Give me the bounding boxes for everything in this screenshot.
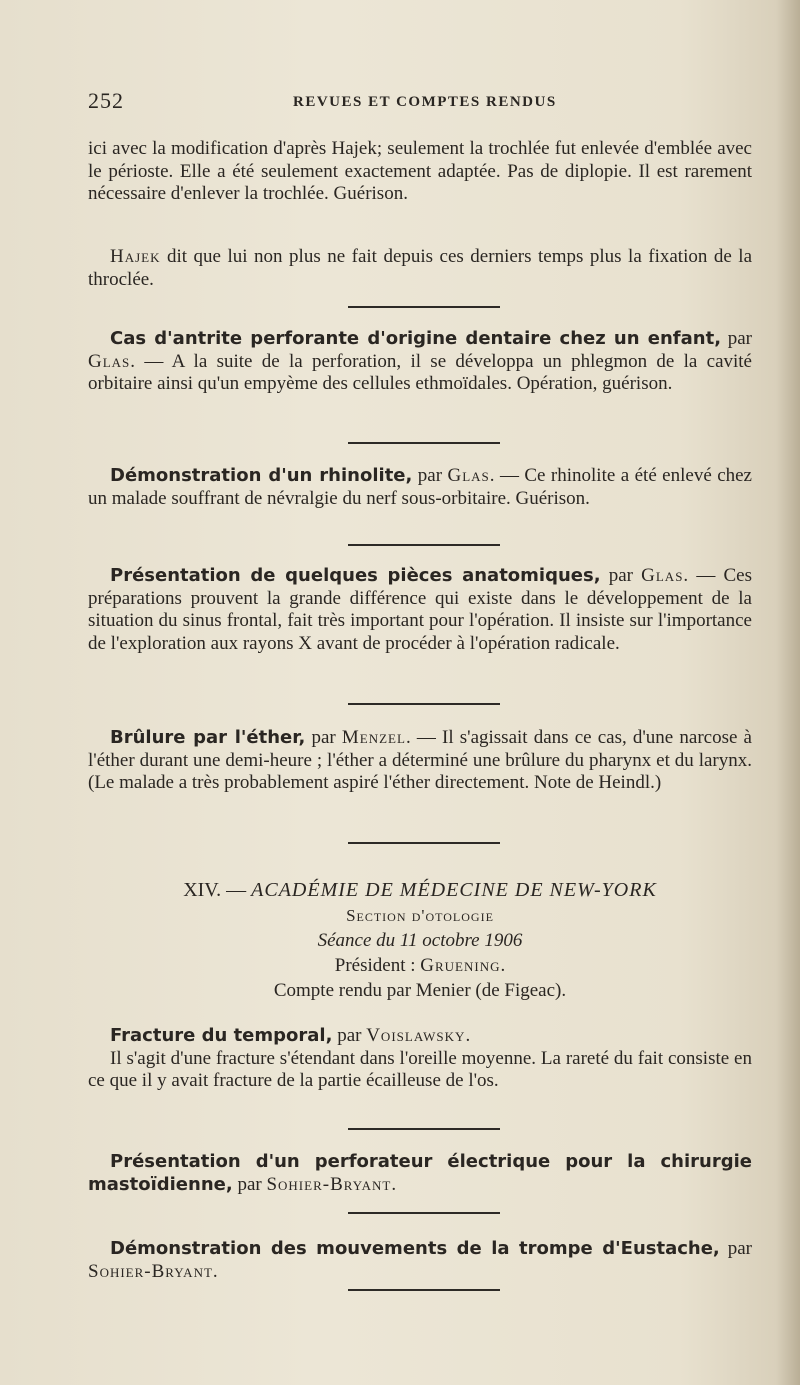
section-fracture: Fracture du temporal, par Voislawsky. Il s'agit d'une fracture s'étendant dans l'oreille moyenne. La rareté du fait consiste en ce que il y avait fracture de la partie écailleuse de l'os. <box>88 1025 752 1091</box>
section-text: Il s'agit d'une fracture s'étendant dans l'oreille moyenne. La rareté du fait consiste en ce que il y avait fracture de la partie écailleuse de l'os. <box>88 1047 752 1091</box>
section-title: Cas d'antrite perforante d'origine dentaire chez un enfant, <box>110 328 722 349</box>
section-title: Présentation d'un perforateur électrique pour la chirurgie mastoïdienne, <box>88 1151 752 1195</box>
section-divider <box>348 544 500 546</box>
author-name: Menzel <box>341 727 406 748</box>
author-name: Glas <box>641 565 684 586</box>
section-antrite: Cas d'antrite perforante d'origine dentaire chez un enfant, par Glas. — A la suite de la perforation, il se développa un phlegmon de la cavité orbitaire ainsi qu'un empyème des cellules ethmoïdales. Opération, guérison. <box>88 328 752 394</box>
section-subtitle: Section d'otologie <box>346 906 494 925</box>
author-name: Hajek <box>110 246 161 267</box>
paragraph-hajek <box>88 246 752 291</box>
section-perforateur: Présentation d'un perforateur électrique pour la chirurgie mastoïdienne, par Sohier-Bryant. <box>88 1151 752 1195</box>
section-title: Fracture du temporal, <box>110 1025 333 1046</box>
report-credit: Compte rendu par Menier (de Figeac). <box>273 980 567 1001</box>
section-rhinolite: Démonstration d'un rhinolite, par Glas. — Ce rhinolite a été enlevé chez un malade souffrant de névralgie du nerf sous-orbitaire. Guérison. <box>88 465 752 509</box>
chapter-number: XIV. — <box>183 879 252 901</box>
section-title: Présentation de quelques pièces anatomiques, <box>110 565 601 586</box>
section-divider <box>348 442 500 444</box>
author-name: Glas <box>88 350 131 372</box>
section-divider <box>348 1212 500 1214</box>
section-divider <box>348 306 500 308</box>
page-number: 252 <box>88 88 124 113</box>
section-brulure: Brûlure par l'éther, par Menzel. — Il s'agissait dans ce cas, d'une narcose à l'éther durant une demi-heure ; l'éther a déterminé une brûlure du pharynx et du larynx. (Le malade a très probablement aspiré l'éther directement. Note de Heindl.) <box>88 727 752 793</box>
chapter-title: ACADÉMIE DE MÉDECINE DE NEW-YORK <box>251 879 657 901</box>
paragraph-continuation <box>88 138 752 206</box>
author-name: Glas <box>447 465 490 486</box>
paragraph-text: ici avec la modification d'après Hajek; seulement la trochlée fut enlevée d'emblée avec le périoste. Elle a été seulement exactement adaptée. Pas de diplopie. Il est rarement nécessaire d'enlever la trochlée. Guérison. <box>88 138 752 204</box>
section-text: . — A la suite de la perforation, il se développa un phlegmon de la cavité orbitaire ainsi qu'un empyème des cellules ethmoïdales. Opération, guérison. <box>88 350 752 394</box>
section-divider <box>348 703 500 705</box>
section-title: Démonstration d'un rhinolite, <box>110 465 413 486</box>
section-trompe-eustache: Démonstration des mouvements de la trompe d'Eustache, par Sohier-Bryant. <box>88 1238 752 1282</box>
author-name: Voislawsky <box>366 1025 466 1046</box>
president-label: Président : <box>334 955 421 976</box>
section-text: . — Ces préparations prouvent la grande différence qui existe dans le développement de la situation du sinus frontal, fait très important pour l'opération. Il insiste sur l'importance de l'exploration aux rayons X avant de procéder à l'opération radicale. <box>88 565 752 654</box>
page-header <box>88 88 748 116</box>
section-divider <box>348 1289 500 1291</box>
author-name: Sohier-Bryant <box>88 1260 213 1282</box>
section-title: Brûlure par l'éther, <box>110 727 306 748</box>
president-name: Gruening <box>420 955 501 976</box>
paragraph-text: dit que lui non plus ne fait depuis ces derniers temps plus la fixation de la throclée. <box>88 246 752 290</box>
running-title: REVUES ET COMPTES RENDUS <box>293 94 557 110</box>
session-date: Séance du 11 octobre 1906 <box>317 930 523 951</box>
academy-heading: XIV. — ACADÉMIE DE MÉDECINE DE NEW-YORK Section d'otologie Séance du 11 octobre 1906 Président : Gruening. Compte rendu par Menier (de Figeac). <box>88 878 752 1003</box>
section-pieces-anatomiques: Présentation de quelques pièces anatomiques, par Glas. — Ces préparations prouvent la grande différence qui existe dans le développement de la situation du sinus frontal, fait très important pour l'opération. Il insiste sur l'importance de l'exploration aux rayons X avant de procéder à l'opération radicale. <box>88 565 752 654</box>
section-divider <box>348 1128 500 1130</box>
section-text: . — Ce rhinolite a été enlevé chez un malade souffrant de névralgie du nerf sous-orbitaire. Guérison. <box>88 465 752 509</box>
author-name: Sohier-Bryant <box>266 1173 392 1195</box>
section-text: . — Il s'agissait dans ce cas, d'une narcose à l'éther durant une demi-heure ; l'éther a déterminé une brûlure du pharynx et du larynx. (Le malade a très probablement aspiré l'éther directement. Note de Heindl.) <box>88 727 752 793</box>
section-divider <box>348 842 500 844</box>
section-title: Démonstration des mouvements de la trompe d'Eustache, <box>110 1238 720 1259</box>
